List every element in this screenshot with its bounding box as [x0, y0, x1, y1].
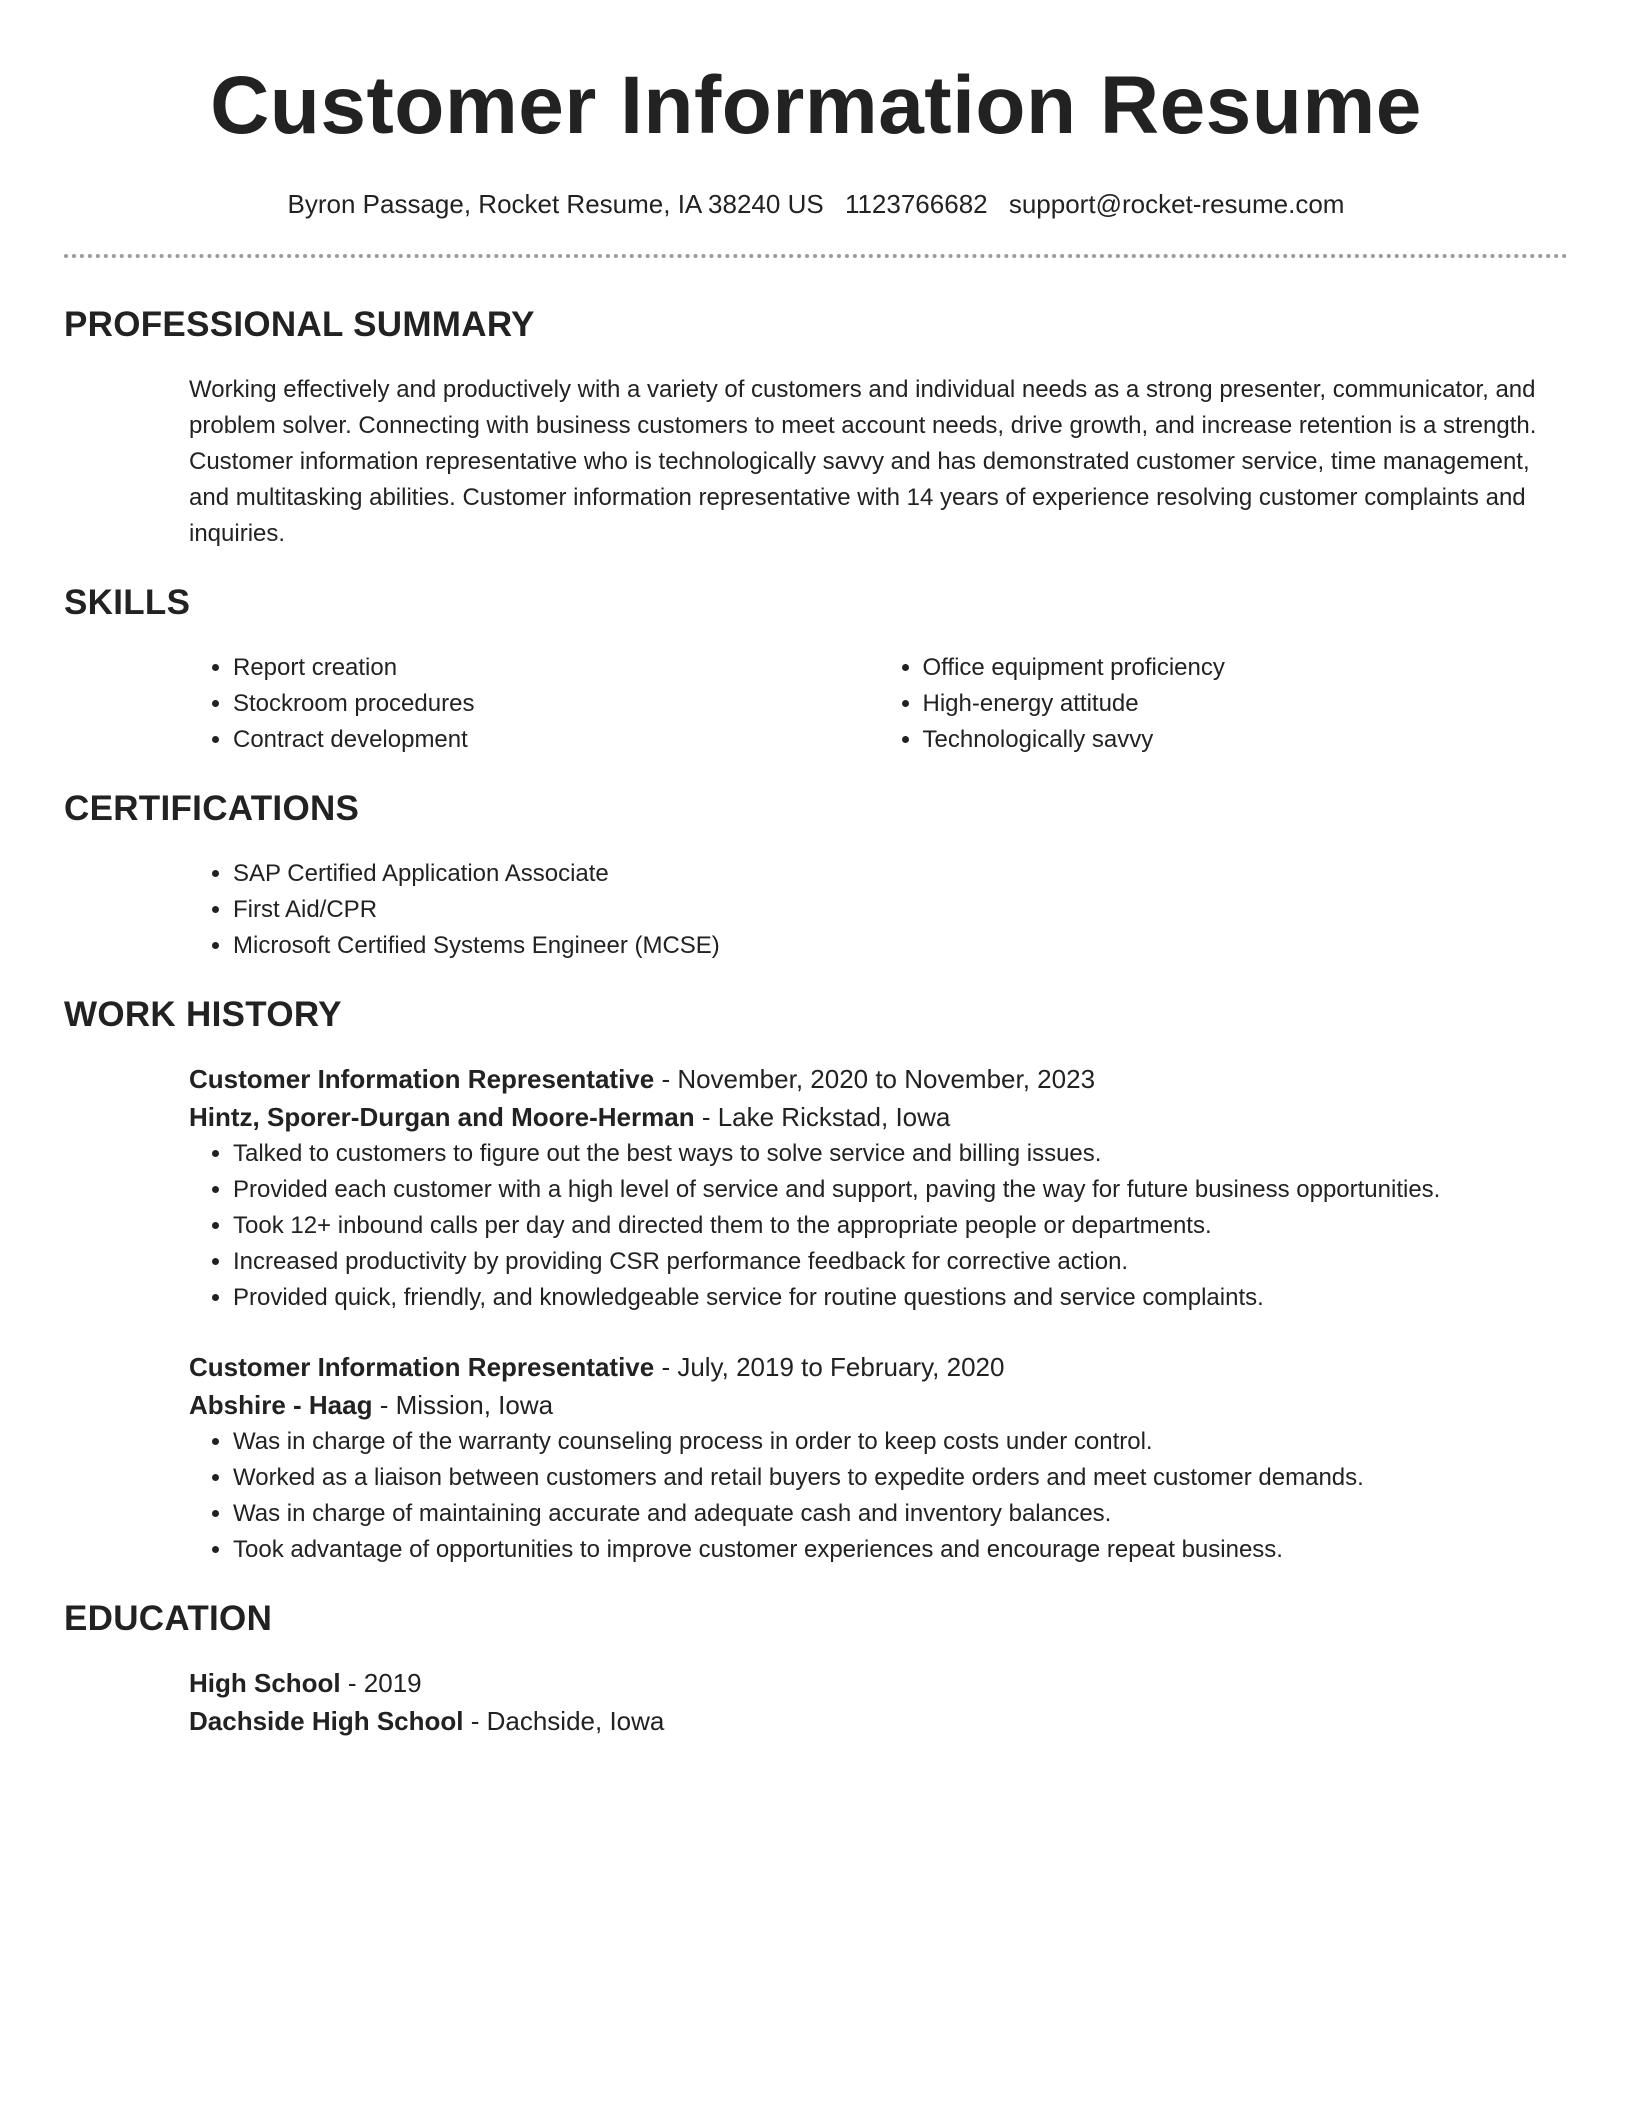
skill-item: • Office equipment proficiency: [923, 650, 1569, 686]
job-entry: [189, 1348, 1568, 1568]
job-role-line: [189, 1060, 1568, 1098]
education-school: Dachside High School: [189, 1706, 464, 1736]
job-location: - Lake Rickstad, Iowa: [694, 1102, 951, 1132]
certifications-body: [189, 856, 1568, 964]
job-entry: [189, 1060, 1568, 1316]
job-bullet: • Was in charge of the warranty counseling process in order to keep costs under control.: [233, 1424, 1568, 1460]
certification-item: • SAP Certified Application Associate: [233, 856, 1568, 892]
skill-item: • High-energy attitude: [923, 686, 1569, 722]
job-bullets: [189, 1424, 1568, 1568]
header-divider: [64, 254, 1568, 258]
summary-section: [64, 304, 1568, 552]
contact-email: support@rocket-resume.com: [1008, 189, 1345, 219]
skills-grid: [189, 650, 1568, 758]
education-title: EDUCATION: [64, 1599, 273, 1638]
job-company-line: [189, 1098, 1568, 1136]
job-company-line: [189, 1386, 1568, 1424]
skills-title: SKILLS: [64, 583, 191, 622]
work-section: [64, 994, 1568, 1568]
summary-title: PROFESSIONAL SUMMARY: [64, 305, 535, 344]
job-dates: - November, 2020 to November, 2023: [654, 1064, 1096, 1094]
resume-name: Customer Information Resume: [210, 60, 1422, 151]
education-location: - Dachside, Iowa: [463, 1706, 665, 1736]
education-degree-line: [189, 1664, 1568, 1702]
certifications-section: [64, 788, 1568, 964]
job-bullet: • Provided quick, friendly, and knowledgeable service for routine questions and service complaints.: [233, 1280, 1568, 1316]
contact-phone: 1123766682: [844, 189, 988, 219]
certification-item: • First Aid/CPR: [233, 892, 1568, 928]
job-bullets: [189, 1136, 1568, 1316]
job-bullet: • Worked as a liaison between customers and retail buyers to expedite orders and meet customer demands.: [233, 1460, 1568, 1496]
skill-item: • Contract development: [233, 722, 879, 758]
job-bullet: • Took advantage of opportunities to improve customer experiences and encourage repeat business.: [233, 1532, 1568, 1568]
summary-body: [189, 372, 1568, 552]
skills-list-left: [189, 650, 879, 758]
education-entry: [189, 1664, 1568, 1740]
skill-item: • Report creation: [233, 650, 879, 686]
skill-item: • Technologically savvy: [923, 722, 1569, 758]
work-title: WORK HISTORY: [64, 995, 342, 1034]
job-bullet: • Provided each customer with a high level of service and support, paving the way for future business opportunities.: [233, 1172, 1568, 1208]
skills-list-right: [879, 650, 1569, 758]
contact-address: Byron Passage, Rocket Resume, IA 38240 US: [287, 189, 824, 219]
education-school-line: [189, 1702, 1568, 1740]
certifications-list: [189, 856, 1568, 964]
education-section: [64, 1598, 1568, 1740]
education-year: - 2019: [340, 1668, 422, 1698]
job-dates: - July, 2019 to February, 2020: [654, 1352, 1005, 1382]
certification-item: • Microsoft Certified Systems Engineer (MCSE): [233, 928, 1568, 964]
job-role-line: [189, 1348, 1568, 1386]
job-bullet: • Was in charge of maintaining accurate and adequate cash and inventory balances.: [233, 1496, 1568, 1532]
job-role: Customer Information Representative: [189, 1064, 655, 1094]
job-bullet: • Talked to customers to figure out the best ways to solve service and billing issues.: [233, 1136, 1568, 1172]
skills-section: [64, 582, 1568, 758]
contact-line: [64, 188, 1568, 220]
job-bullet: • Took 12+ inbound calls per day and directed them to the appropriate people or departments.: [233, 1208, 1568, 1244]
job-bullet: • Increased productivity by providing CSR performance feedback for corrective action.: [233, 1244, 1568, 1280]
job-company: Abshire - Haag: [189, 1390, 373, 1420]
job-role: Customer Information Representative: [189, 1352, 655, 1382]
job-location: - Mission, Iowa: [372, 1390, 554, 1420]
skill-item: • Stockroom procedures: [233, 686, 879, 722]
education-degree: High School: [189, 1668, 341, 1698]
certifications-title: CERTIFICATIONS: [64, 789, 360, 828]
summary-text: Working effectively and productively with a variety of customers and individual needs as a strong presenter, communicator, and problem solver. Connecting with business customers to meet account needs, drive growth, and increase retention is a strength. Customer information representative who is technologically savvy and has demonstrated customer service, time management, and multitasking abilities. Customer information representative with 14 years of experience resolving customer complaints and inquiries.: [189, 376, 1537, 547]
job-company: Hintz, Sporer-Durgan and Moore-Herman: [189, 1102, 695, 1132]
